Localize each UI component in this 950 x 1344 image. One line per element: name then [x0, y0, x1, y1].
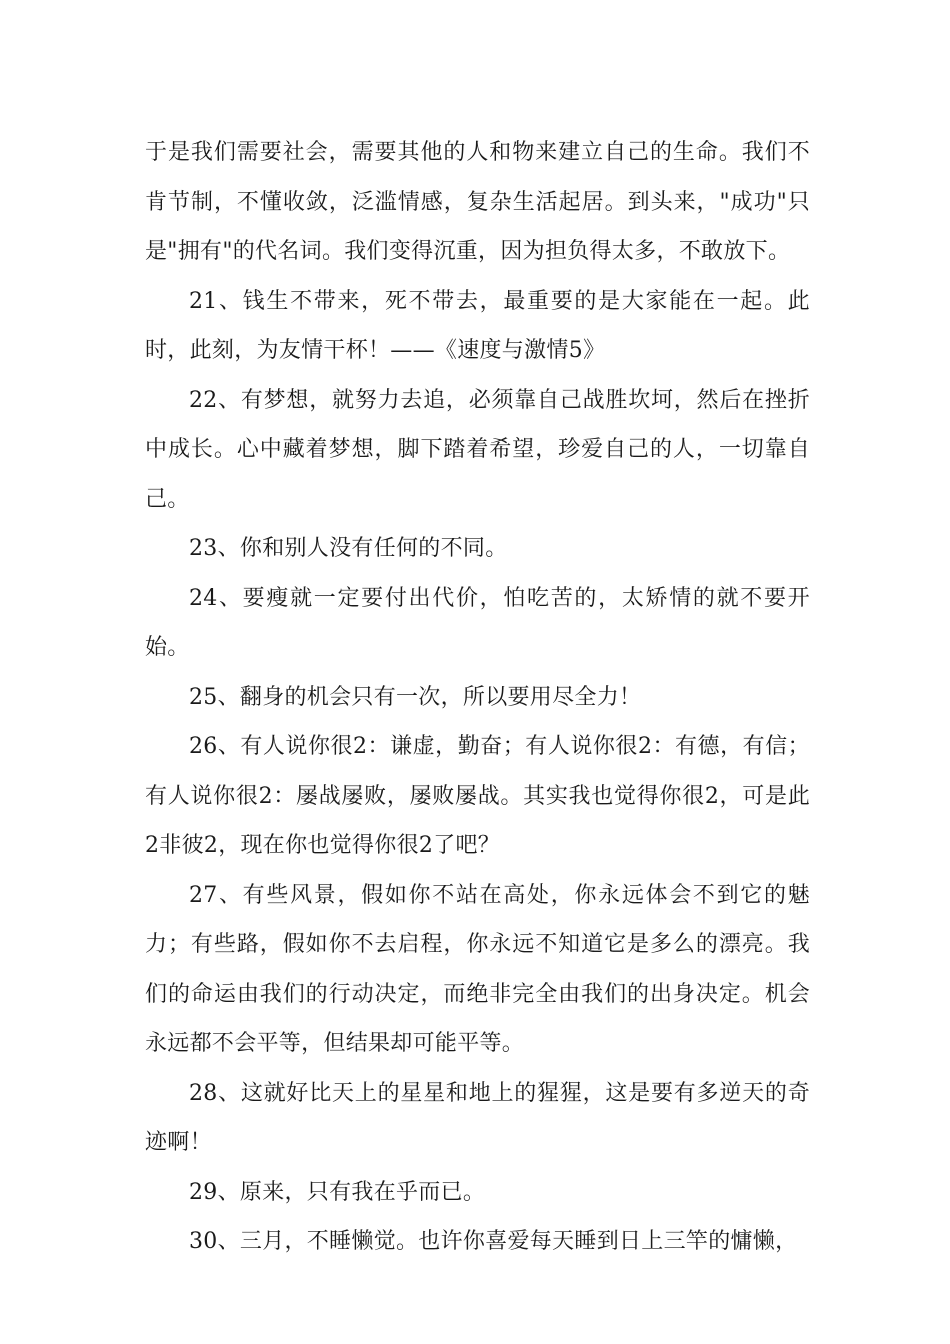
- paragraph-29: 29、原来，只有我在乎而已。: [189, 1179, 486, 1205]
- paragraph-24: 24、要瘦就一定要付出代价，怕吃苦的，太矫情的就不要开始。: [145, 585, 810, 660]
- paragraph-22: 22、有梦想，就努力去追，必须靠自己战胜坎坷，然后在挫折中成长。心中藏着梦想，脚下踏着希望，珍爱自己的人，一切靠自己。: [145, 387, 810, 512]
- paragraph-intro: 于是我们需要社会，需要其他的人和物来建立自己的生命。我们不肯节制，不懂收敛，泛滥情感，复杂生活起居。到头来，"成功"只是"拥有"的代名词。我们变得沉重，因为担负得太多，不敢放下。: [145, 140, 810, 264]
- paragraph-25: 25、翻身的机会只有一次，所以要用尽全力！: [189, 684, 642, 710]
- paragraph-26: 26、有人说你很2：谦虚，勤奋；有人说你很2：有德，有信；有人说你很2：屡战屡败，屡败屡战。其实我也觉得你很2，可是此2非彼2，现在你也觉得你很2了吧？: [145, 734, 810, 858]
- document-body: [145, 128, 810, 1267]
- paragraph-28: 28、这就好比天上的星星和地上的猩猩，这是要有多逆天的奇迹啊！: [145, 1080, 810, 1155]
- paragraph-21: 21、钱生不带来，死不带去，最重要的是大家能在一起。此时，此刻，为友情干杯！——《速度与激情5》: [145, 288, 810, 363]
- paragraph-23: 23、你和别人没有任何的不同。: [189, 536, 508, 561]
- paragraph-30: 30、三月，不睡懒觉。也许你喜爱每天睡到日上三竿的慵懒，: [189, 1229, 798, 1254]
- paragraph-27: 27、有些风景，假如你不站在高处，你永远体会不到它的魅力；有些路，假如你不去启程，你永远不知道它是多么的漂亮。我们的命运由我们的行动决定，而绝非完全由我们的出身决定。机会永远都不会平等，但结果却可能平等。: [145, 882, 810, 1056]
